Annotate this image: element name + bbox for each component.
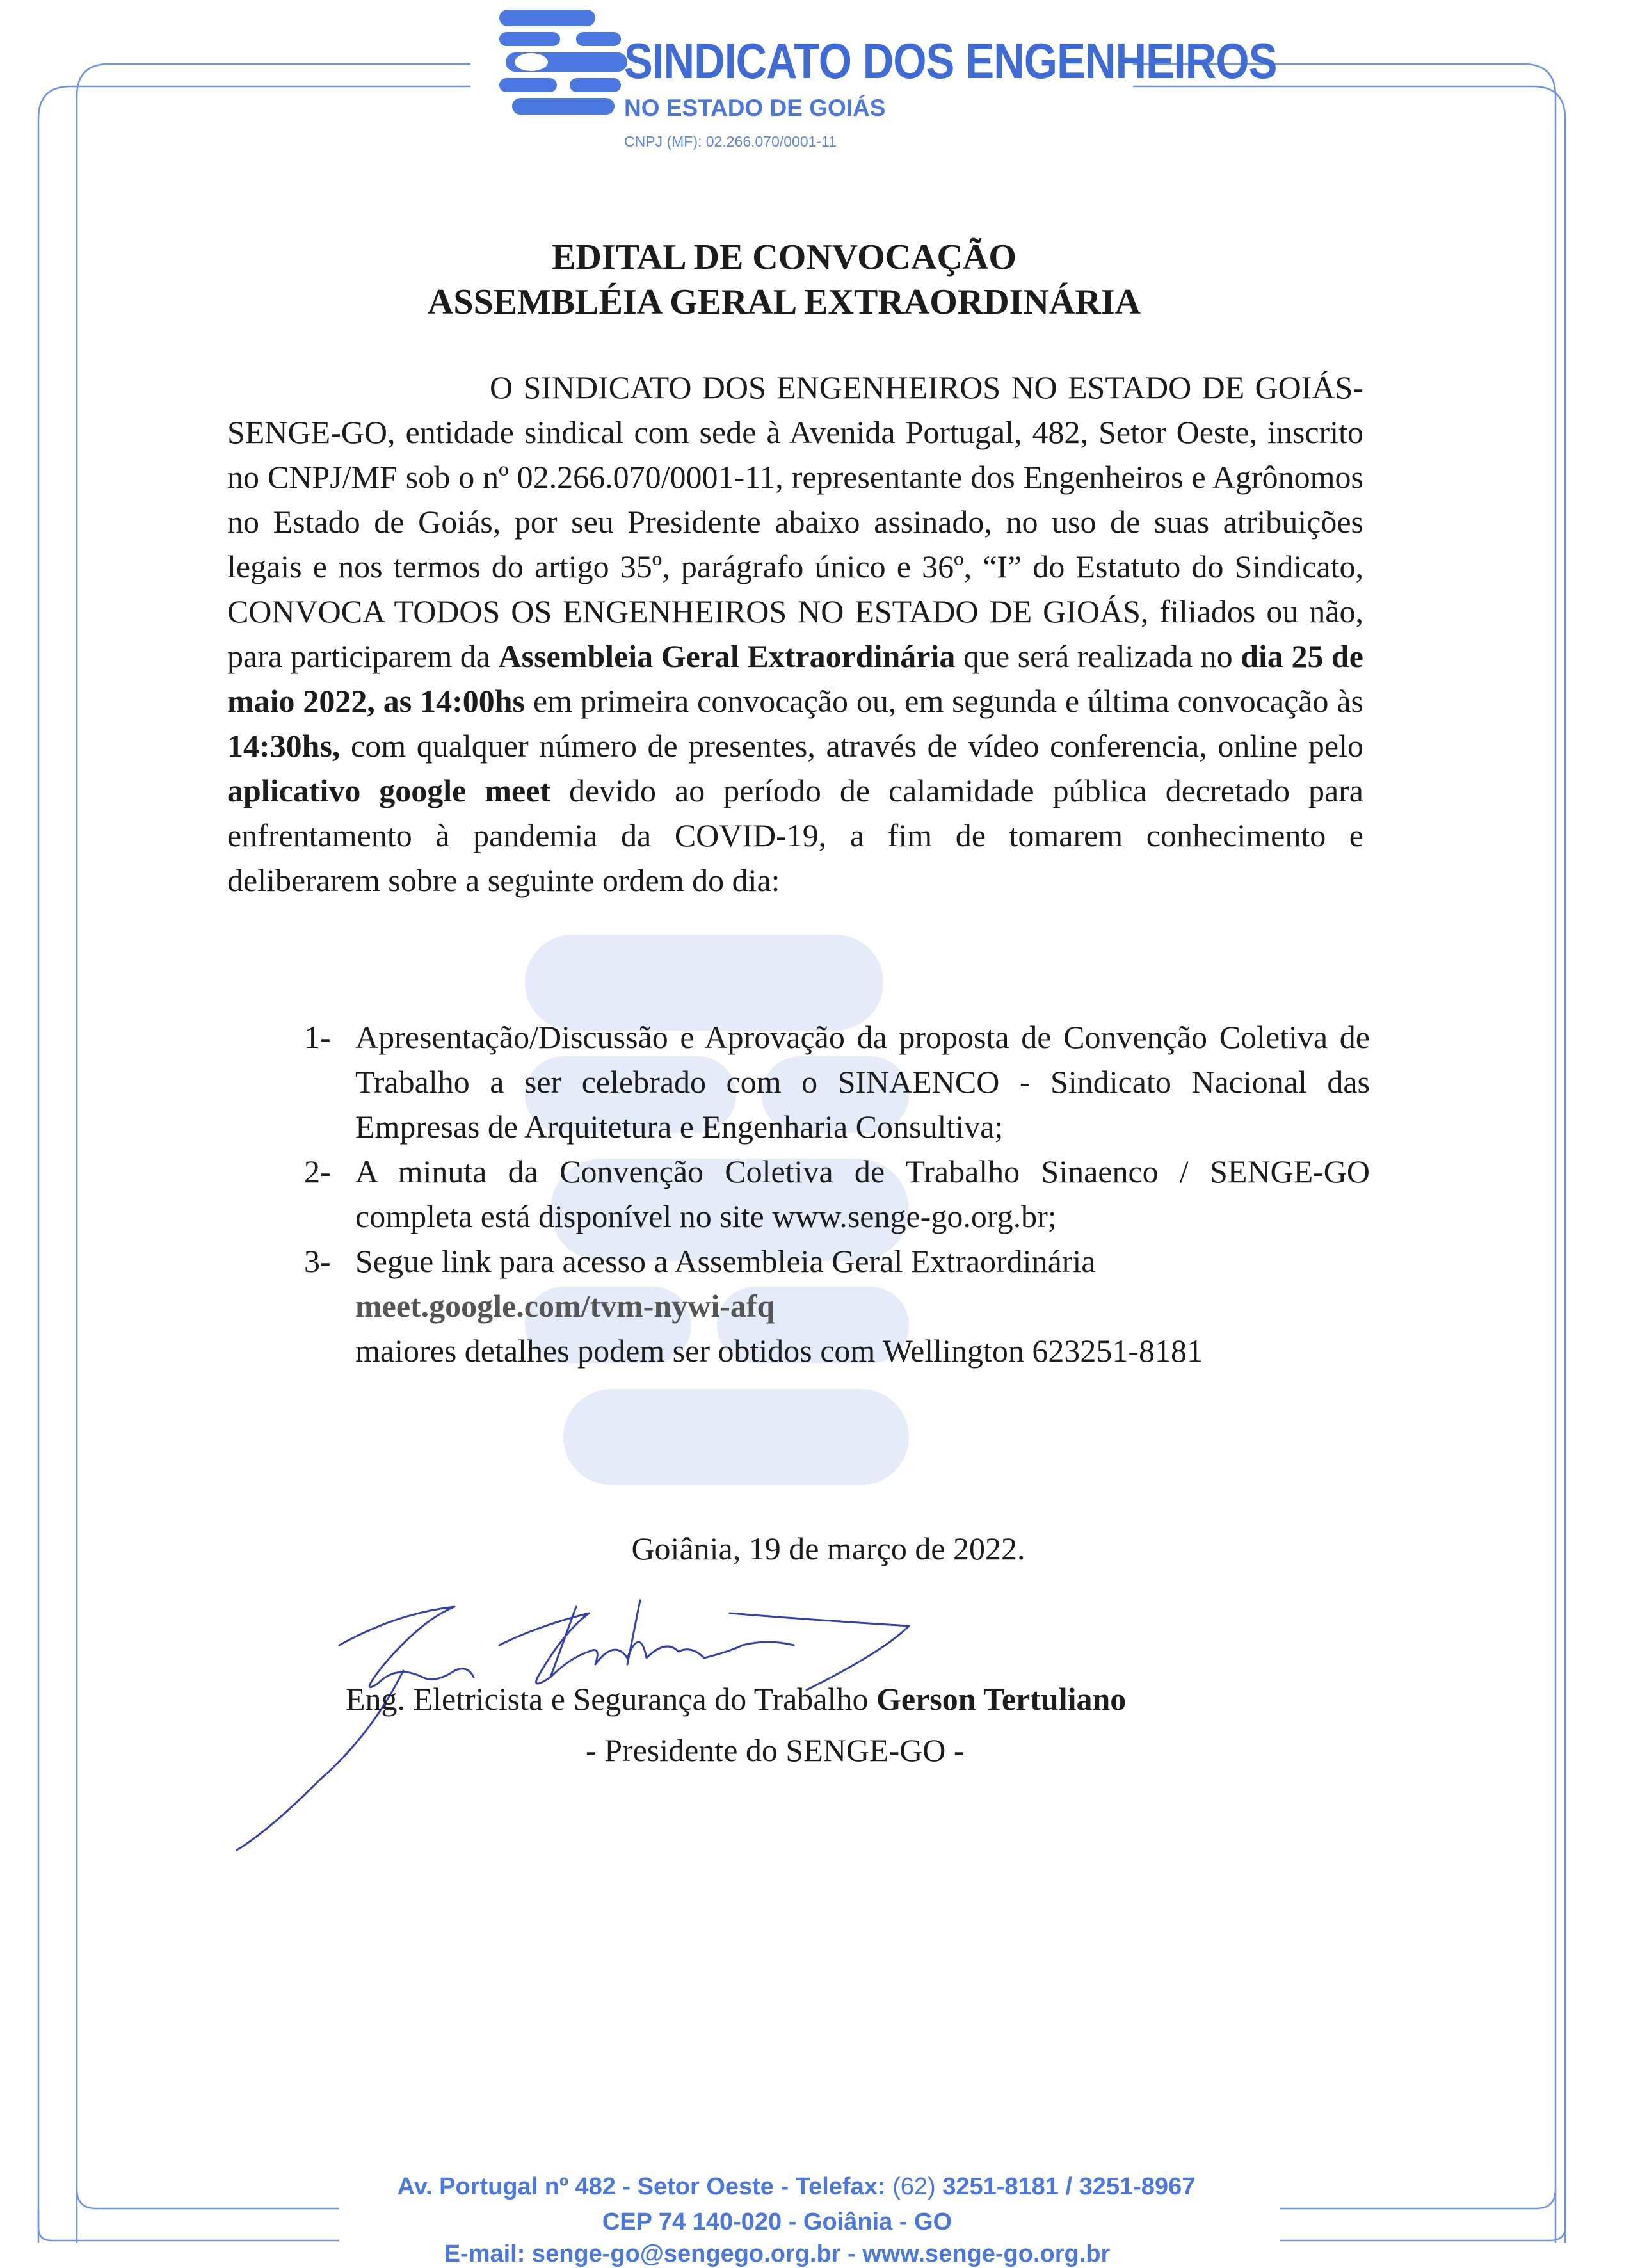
footer-contact: E-mail: senge-go@sengego.org.br - www.senge-go.org.br xyxy=(444,2240,1111,2267)
footer-cep: CEP 74 140-020 - Goiânia - GO xyxy=(602,2208,952,2235)
agenda-item xyxy=(304,1149,1370,1239)
footer-address-text: Av. Portugal nº 482 - Setor Oeste - Telefax: xyxy=(397,2173,886,2200)
agenda-item-text: Apresentação/Discussão e Aprovação da proposta de Convenção Coletiva de Trabalho a ser celebrado com o SINAENCO - Sindicato Nacional das Empresas de Arquitetura e Engenharia Consultiva; xyxy=(355,1019,1370,1145)
convocation-paragraph xyxy=(227,365,1363,903)
org-name: SINDICATO DOS ENGENHEIROS xyxy=(624,33,1277,89)
signatory-role xyxy=(346,1680,1126,1717)
document-title: EDITAL DE CONVOCAÇÃO xyxy=(552,237,1016,277)
agenda-item-number: 1- xyxy=(304,1019,331,1055)
body-text-3: em primeira convocação ou, em segunda e última convocação às xyxy=(533,683,1363,719)
body-bold-1: Assembleia Geral Extraordinária xyxy=(498,638,956,674)
senge-logo-icon xyxy=(493,6,634,128)
document-date: Goiânia, 19 de março de 2022. xyxy=(631,1531,1025,1566)
agenda-item-text: A minuta da Convenção Coletiva de Trabalho Sinaenco / SENGE-GO completa está disponível no site www.senge-go.org.br; xyxy=(355,1154,1370,1234)
agenda-item-body xyxy=(355,1239,1370,1373)
document-subtitle: ASSEMBLÉIA GERAL EXTRAORDINÁRIA xyxy=(427,282,1141,322)
agenda-list xyxy=(304,1015,1370,1373)
agenda-item-number: 3- xyxy=(304,1243,331,1279)
meeting-link[interactable]: meet.google.com/tvm-nywi-afq xyxy=(355,1288,775,1324)
org-state: NO ESTADO DE GOIÁS xyxy=(624,95,886,121)
body-bold-3: 14:30hs, xyxy=(227,728,341,764)
handwritten-signature xyxy=(230,1588,999,1856)
agenda-item-text: Segue link para acesso a Assembleia Geral Extraordinária xyxy=(355,1243,1096,1279)
agenda-item xyxy=(304,1239,1370,1373)
org-cnpj: CNPJ (MF): 02.266.070/0001-11 xyxy=(624,133,837,150)
agenda-item-extra: maiores detalhes podem ser obtidos com Wellington 623251-8181 xyxy=(355,1333,1203,1369)
footer-address xyxy=(0,2173,1612,2201)
footer-area-code: (62) xyxy=(892,2173,936,2200)
body-text-2: que será realizada no xyxy=(963,638,1233,674)
signatory-name: Gerson Tertuliano xyxy=(876,1681,1127,1717)
body-text-4: com qualquer número de presentes, através de vídeo conferencia, online pelo xyxy=(351,728,1363,764)
signatory-role-text: Eng. Eletricista e Segurança do Trabalho xyxy=(346,1681,869,1717)
body-bold-2: dia 25 de maio 2022, as 14:00hs xyxy=(227,638,1363,719)
agenda-item-number: 2- xyxy=(304,1154,331,1189)
body-bold-4: aplicativo google meet xyxy=(227,773,551,808)
footer-phones: 3251-8181 / 3251-8967 xyxy=(942,2173,1196,2200)
signatory-title: - Presidente do SENGE-GO - xyxy=(586,1732,965,1768)
agenda-item xyxy=(304,1015,1370,1149)
body-text-1: O SINDICATO DOS ENGENHEIROS NO ESTADO DE GOIÁS-SENGE-GO, entidade sindical com sede à Avenida Portugal, 482, Setor Oeste, inscrito no CNPJ/MF sob o nº 02.266.070/0001-11, representante dos Engenheiros e Agrônomos no Estado de Goiás, por seu Presidente abaixo assinado, no uso de suas atribuições legais e nos termos do artigo 35º, parágrafo único e 36º, “I” do Estatuto do Sindicato, CONVOCA TODOS OS ENGENHEIROS NO ESTADO DE GIOÁS, filiados ou não, para participarem da xyxy=(227,369,1363,674)
body-text-5: devido ao período de calamidade pública decretado para enfrentamento à pandemia da COVID-19, a fim de tomarem conhecimento e deliberarem sobre a seguinte ordem do dia: xyxy=(227,773,1363,898)
